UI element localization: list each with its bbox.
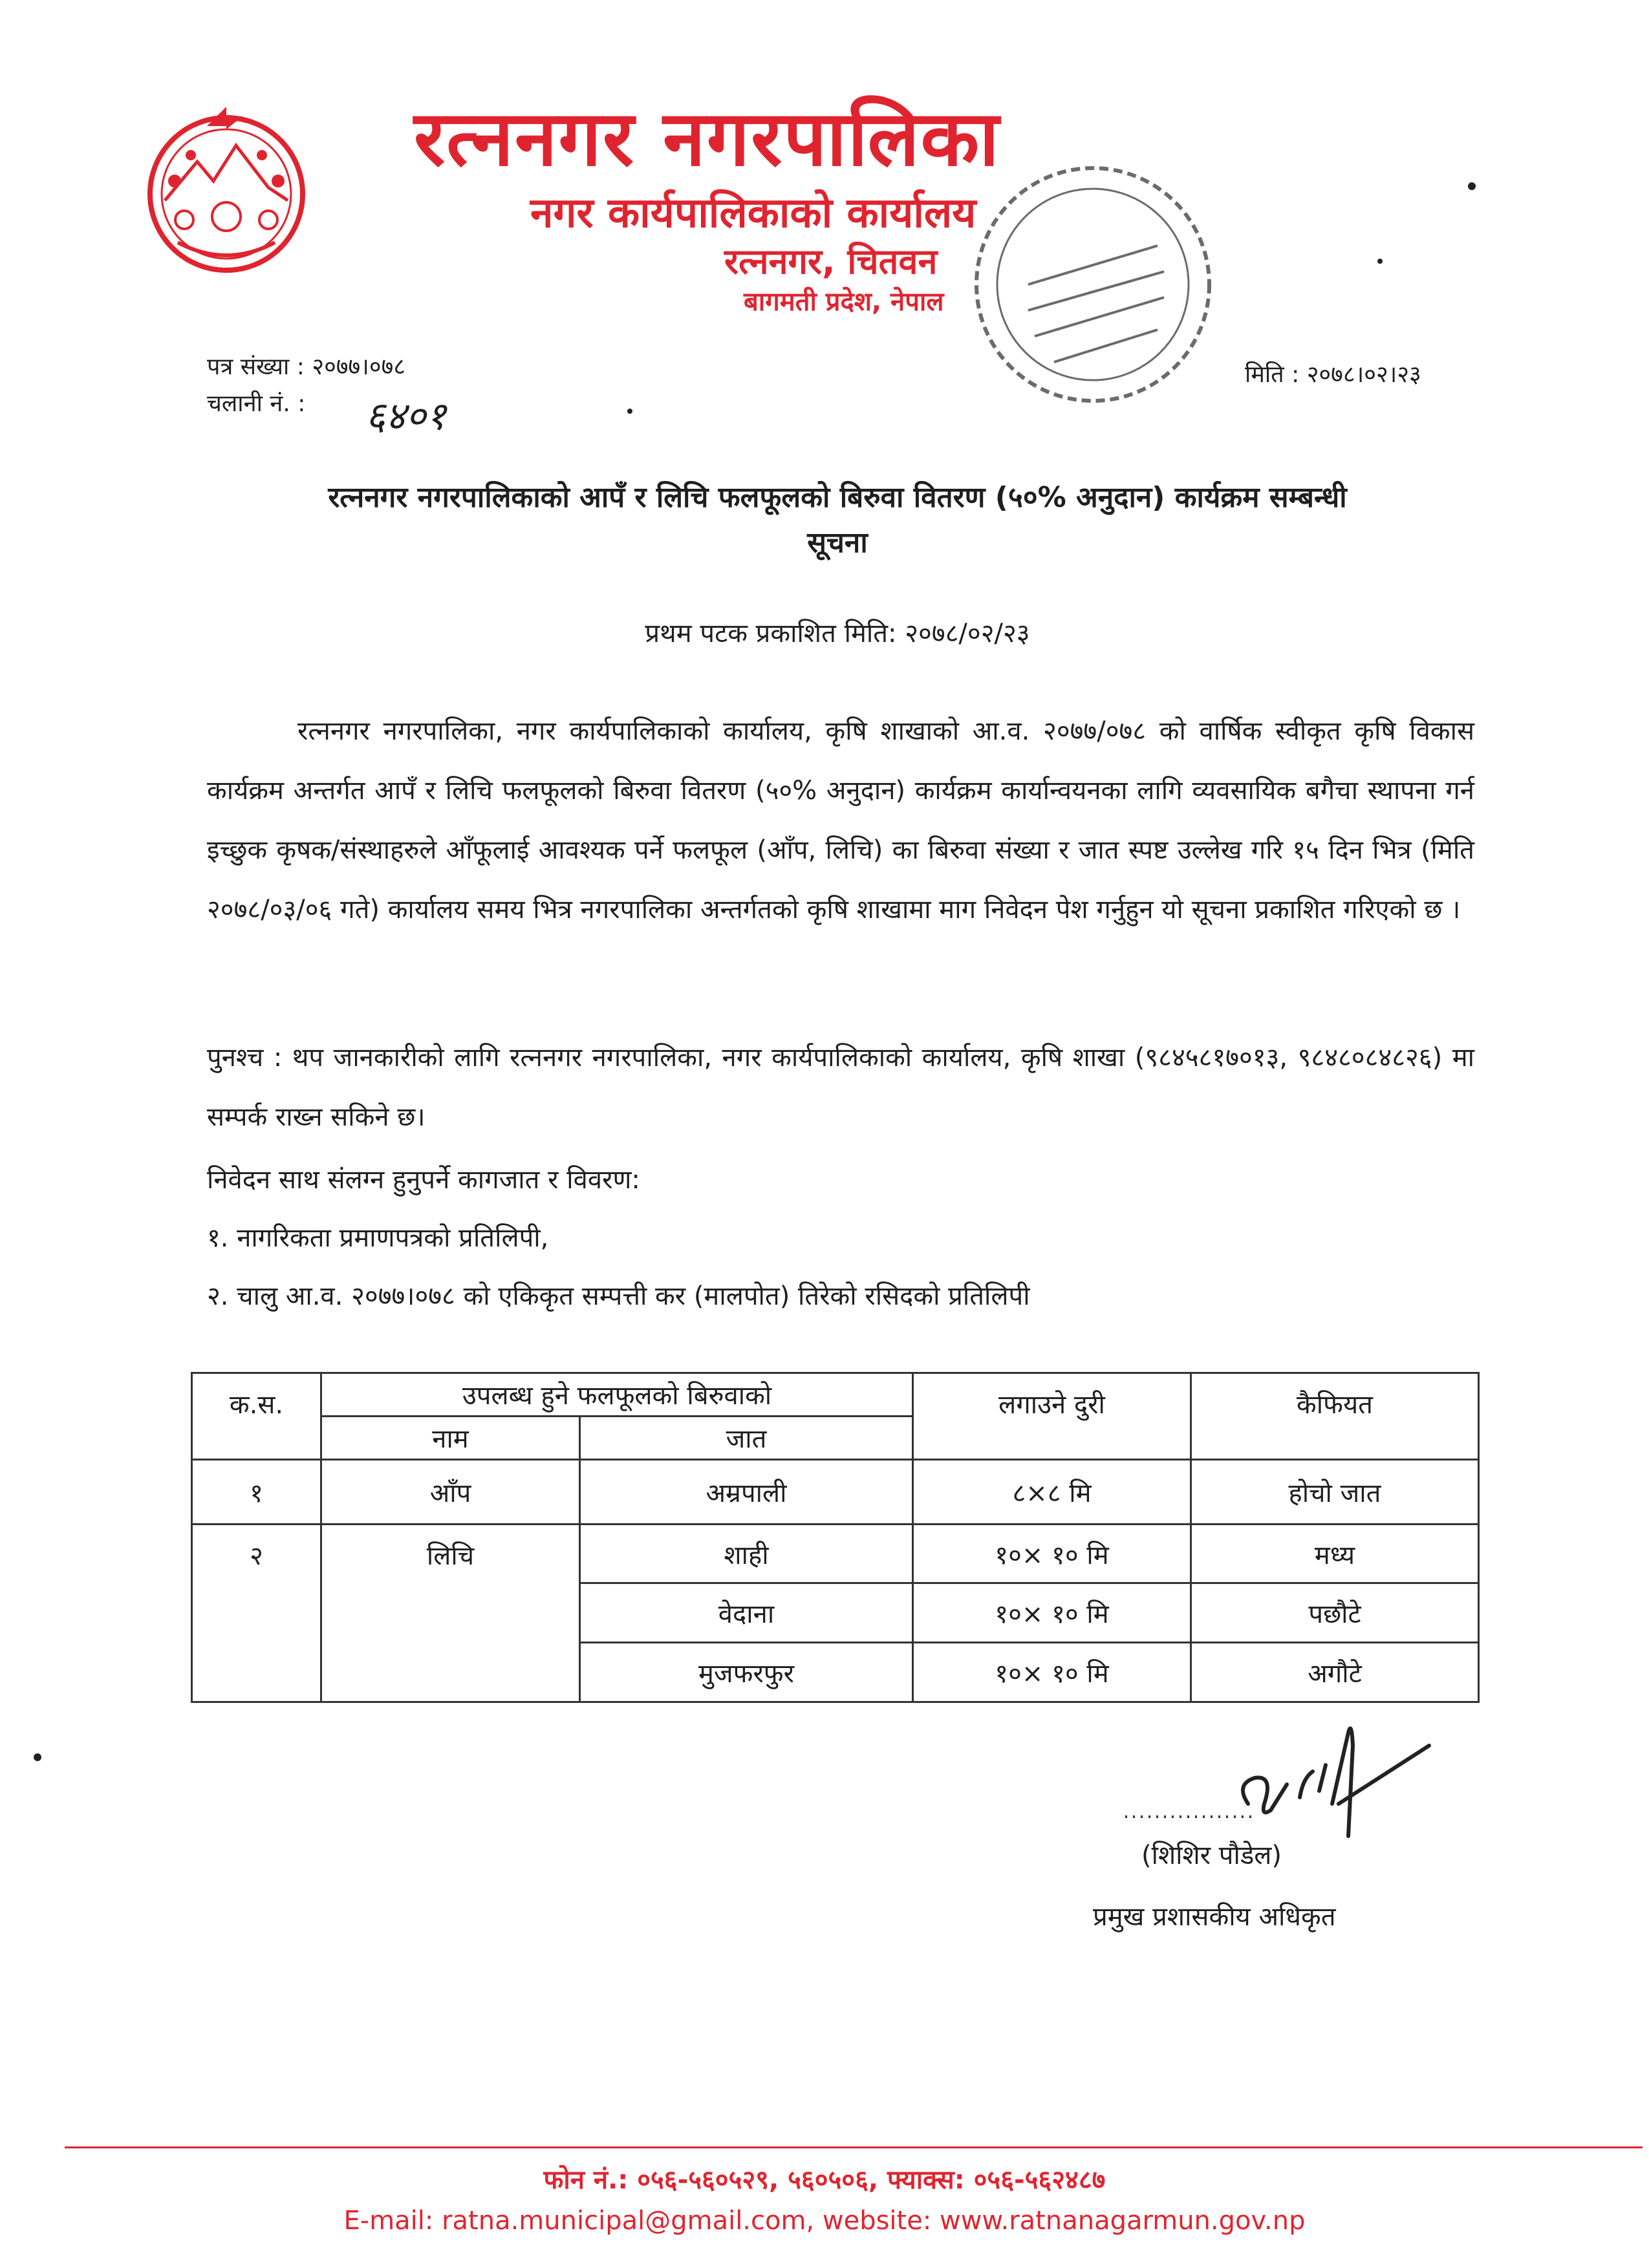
cell-spacing: १०× १० मि — [913, 1524, 1191, 1583]
office-province: बागमती प्रदेश, नेपाल — [744, 287, 944, 317]
table-row — [192, 1459, 1479, 1524]
office-city: रत्ननगर, चितवन — [724, 241, 938, 282]
cell-variety: शाही — [580, 1524, 913, 1583]
cell-remarks: होचो जात — [1191, 1459, 1479, 1524]
cell-spacing: १०× १० मि — [913, 1583, 1191, 1643]
notice-title-line-1: रत्ननगर नगरपालिकाको आपँ र लिचि फलफूलको बिरुवा वितरण (५०% अनुदान) कार्यक्रम सम्बन्धी — [328, 481, 1347, 514]
notice-title-line-2: सूचना — [807, 526, 868, 559]
cell-serial-number: २ — [192, 1524, 321, 1702]
document-item: १. नागरिकता प्रमाणपत्रको प्रतिलिपी, — [207, 1223, 549, 1253]
scan-speck — [1377, 259, 1383, 264]
scan-speck — [1468, 182, 1476, 190]
footer-phone: फोन नं.: ०५६-५६०५२९, ५६०५०६, फ्याक्स: ०५६-५६२४८७ — [543, 2165, 1106, 2195]
letter-date: मिति : २०७८।०२।२३ — [1245, 361, 1421, 388]
signer-name: (शिशिर पौडेल) — [1141, 1841, 1282, 1870]
org-name: रत्ननगर नगरपालिका — [414, 94, 1000, 183]
documents-heading: निवेदन साथ संलग्न हुनुपर्ने कागजात र विवरण: — [207, 1165, 640, 1195]
cell-variety: मुजफरफुर — [580, 1643, 913, 1702]
cell-remarks: पछौटे — [1191, 1583, 1479, 1643]
postscript: पुनश्च : थप जानकारीको लागि रत्ननगर नगरपालिका, नगर कार्यपालिकाको कार्यालय, कृषि शाखा (९८४५८१७०१३, ९८४८०८४८२६) मा सम्पर्क राख्न सकिने छ। — [207, 1043, 1474, 1132]
header-variety: जात — [580, 1416, 913, 1459]
cell-serial-number: १ — [192, 1459, 321, 1524]
cell-spacing: ८×८ मि — [913, 1459, 1191, 1524]
table-row — [192, 1524, 1479, 1583]
notice-paragraph: रत्ननगर नगरपालिका, नगर कार्यपालिकाको कार्यालय, कृषि शाखाको आ.व. २०७७/०७८ को वार्षिक स्वीकृत कृषि विकास कार्यक्रम अन्तर्गत आपँ र लिचि फलफूलको बिरुवा वितरण (५०% अनुदान) कार्यक्रम कार्यान्वयनका लागि व्यवसायिक बगैचा स्थापना गर्न इच्छुक कृषक/संस्थाहरुले आँफूलाई आवश्यक पर्ने फलफूल (आँप, लिचि) का बिरुवा संख्या र जात स्पष्ट उल्लेख गरि १५ दिन भित्र (मिति २०७८/०३/०६ गते) कार्यालय समय भित्र नगरपालिका अन्तर्गतको कृषि शाखामा माग निवेदन पेश गर्नुहुन यो सूचना प्रकाशित गरिएको छ । — [207, 716, 1474, 925]
header-serial-number: क.स. — [192, 1373, 321, 1460]
signer-title: प्रमुख प्रशासकीय अधिकृत — [1093, 1902, 1336, 1932]
cell-remarks: अगौटे — [1191, 1643, 1479, 1702]
plant-table — [191, 1372, 1480, 1703]
office-name: नगर कार्यपालिकाको कार्यालय — [530, 189, 976, 237]
dispatch-number-handwritten: ६४०१ — [365, 394, 446, 439]
published-date: प्रथम पटक प्रकाशित मिति: २०७८/०२/२३ — [645, 619, 1030, 648]
scan-speck — [34, 1753, 41, 1761]
cell-plant-name: लिचि — [321, 1524, 580, 1702]
footer-divider — [65, 2146, 1643, 2148]
header-plant-name: नाम — [321, 1416, 580, 1459]
signature-icon — [1125, 1707, 1461, 1843]
cell-variety: वेदाना — [580, 1583, 913, 1643]
table-header-row — [192, 1373, 1479, 1417]
footer-contact: E-mail: ratna.municipal@gmail.com, website: www.ratnanagarmun.gov.np — [343, 2206, 1306, 2236]
scan-speck — [627, 409, 632, 414]
dispatch-number-label: चलानी नं. : — [207, 390, 306, 417]
header-available-plants: उपलब्ध हुने फलफूलको बिरुवाको — [321, 1373, 913, 1417]
cell-plant-name: आँप — [321, 1459, 580, 1524]
notice-title — [194, 475, 1481, 565]
header-remarks: कैफियत — [1191, 1373, 1479, 1460]
cell-variety: अम्रपाली — [580, 1459, 913, 1524]
document-item: २. चालु आ.व. २०७७।०७८ को एकिकृत सम्पत्ती कर (मालपोत) तिरेको रसिदको प्रतिलिपी — [207, 1281, 1030, 1311]
header-spacing: लगाउने दुरी — [913, 1373, 1191, 1460]
office-seal-stamp-icon — [957, 149, 1229, 433]
letter-number: पत्र संख्या : २०७७।०७८ — [207, 354, 406, 380]
cell-remarks: मध्य — [1191, 1524, 1479, 1583]
nepal-government-emblem-icon — [139, 103, 314, 278]
cell-spacing: १०× १० मि — [913, 1643, 1191, 1702]
